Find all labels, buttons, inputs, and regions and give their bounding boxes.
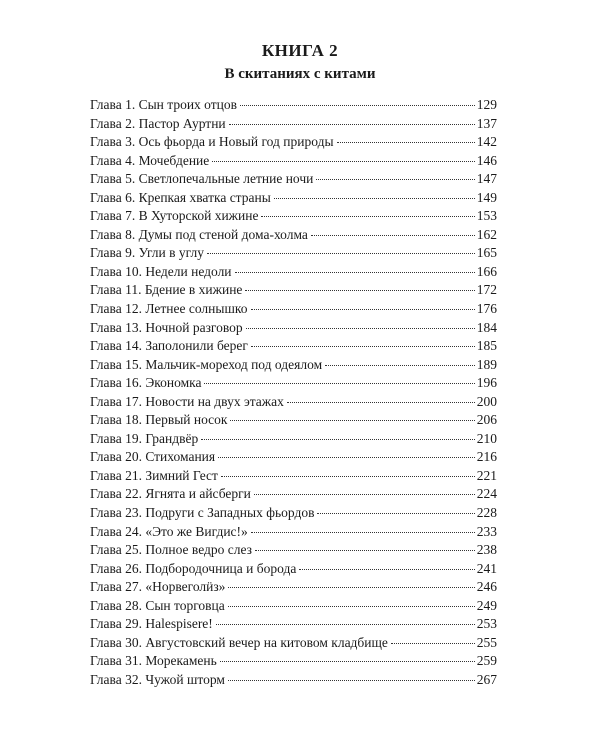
toc-entry-title: Глава 13. Ночной разговор bbox=[90, 319, 243, 335]
toc-entry bbox=[90, 504, 497, 523]
toc-dot-leader bbox=[235, 272, 475, 273]
toc-entry-title: Глава 20. Стихомания bbox=[90, 449, 216, 465]
toc-entry bbox=[90, 356, 497, 375]
toc-entry bbox=[90, 671, 497, 690]
toc-entry bbox=[90, 226, 497, 245]
toc-entry-page: 241 bbox=[476, 560, 497, 576]
toc-dot-leader bbox=[218, 457, 475, 458]
toc-entry bbox=[90, 152, 497, 171]
toc-entry-title: Глава 6. Крепкая хватка страны bbox=[90, 189, 271, 205]
toc-entry bbox=[90, 374, 497, 393]
toc-entry-page: 149 bbox=[476, 189, 497, 205]
book-title: КНИГА 2 bbox=[261, 41, 339, 60]
toc-dot-leader bbox=[255, 550, 475, 551]
toc-dot-leader bbox=[251, 532, 475, 533]
toc-dot-leader bbox=[228, 587, 474, 588]
toc-entry bbox=[90, 634, 497, 653]
toc-entry bbox=[90, 281, 497, 300]
toc-dot-leader bbox=[212, 161, 474, 162]
toc-dot-leader bbox=[220, 661, 475, 662]
toc-dot-leader bbox=[317, 513, 474, 514]
toc-entry-title: Глава 29. Halespisere! bbox=[90, 616, 213, 632]
toc-entry bbox=[90, 615, 497, 634]
toc-entry-title: Глава 18. Первый носок bbox=[90, 412, 228, 428]
table-of-contents bbox=[90, 96, 497, 690]
toc-entry-page: 137 bbox=[476, 115, 497, 131]
toc-entry-page: 196 bbox=[476, 375, 497, 391]
toc-entry-page: 206 bbox=[476, 412, 497, 428]
toc-entry-title: Глава 24. «Это же Вигдис!» bbox=[90, 523, 248, 539]
toc-entry bbox=[90, 393, 497, 412]
toc-entry-page: 216 bbox=[476, 449, 497, 465]
toc-entry bbox=[90, 541, 497, 560]
toc-dot-leader bbox=[229, 124, 475, 125]
toc-dot-leader bbox=[337, 142, 475, 143]
toc-dot-leader bbox=[274, 198, 475, 199]
toc-dot-leader bbox=[240, 105, 475, 106]
toc-entry-title: Глава 15. Мальчик-мореход под одеялом bbox=[90, 356, 323, 372]
toc-entry-page: 255 bbox=[476, 634, 497, 650]
toc-entry-page: 185 bbox=[476, 338, 497, 354]
toc-entry-page: 176 bbox=[476, 301, 497, 317]
toc-dot-leader bbox=[204, 383, 474, 384]
toc-dot-leader bbox=[228, 606, 475, 607]
toc-entry bbox=[90, 485, 497, 504]
toc-entry bbox=[90, 170, 497, 189]
toc-entry bbox=[90, 115, 497, 134]
toc-entry-title: Глава 26. Подбородочница и борода bbox=[90, 560, 297, 576]
toc-entry-page: 233 bbox=[476, 523, 497, 539]
toc-entry-title: Глава 11. Бдение в хижине bbox=[90, 282, 243, 298]
toc-entry-title: Глава 31. Морекамень bbox=[90, 653, 217, 669]
toc-entry bbox=[90, 560, 497, 579]
toc-entry bbox=[90, 244, 497, 263]
toc-entry-page: 246 bbox=[476, 579, 497, 595]
toc-dot-leader bbox=[251, 309, 475, 310]
toc-entry bbox=[90, 96, 497, 115]
toc-entry bbox=[90, 300, 497, 319]
toc-entry-page: 253 bbox=[476, 616, 497, 632]
toc-entry bbox=[90, 467, 497, 486]
toc-entry-page: 210 bbox=[476, 430, 497, 446]
toc-dot-leader bbox=[246, 328, 475, 329]
toc-entry bbox=[90, 597, 497, 616]
toc-entry-title: Глава 28. Сын торговца bbox=[90, 597, 225, 613]
toc-entry-title: Глава 16. Экономка bbox=[90, 375, 202, 391]
toc-entry-page: 153 bbox=[476, 208, 497, 224]
toc-entry bbox=[90, 578, 497, 597]
toc-dot-leader bbox=[261, 216, 474, 217]
toc-entry-page: 224 bbox=[476, 486, 497, 502]
toc-dot-leader bbox=[245, 290, 474, 291]
toc-entry-title: Глава 1. Сын троих отцов bbox=[90, 97, 237, 112]
toc-entry-title: Глава 27. «Норвеголӥз» bbox=[90, 579, 226, 595]
toc-entry-title: Глава 14. Заполонили берег bbox=[90, 338, 248, 354]
toc-dot-leader bbox=[287, 402, 475, 403]
toc-entry-title: Глава 8. Думы под стеной дома-холма bbox=[90, 226, 308, 242]
toc-entry bbox=[90, 652, 497, 671]
toc-entry-page: 147 bbox=[476, 171, 497, 187]
toc-entry-page: 129 bbox=[476, 97, 497, 112]
toc-entry-page: 165 bbox=[476, 245, 497, 261]
toc-dot-leader bbox=[391, 643, 475, 644]
toc-dot-leader bbox=[221, 476, 475, 477]
toc-entry-title: Глава 22. Ягнята и айсберги bbox=[90, 486, 251, 502]
toc-entry-page: 259 bbox=[476, 653, 497, 669]
book-subtitle: В скитаниях с китами bbox=[224, 66, 376, 82]
toc-entry-page: 166 bbox=[476, 263, 497, 279]
toc-entry-page: 249 bbox=[476, 597, 497, 613]
toc-entry-title: Глава 4. Мочебдение bbox=[90, 152, 210, 168]
toc-entry-page: 142 bbox=[476, 134, 497, 150]
toc-dot-leader bbox=[311, 235, 475, 236]
toc-entry bbox=[90, 448, 497, 467]
toc-entry-title: Глава 10. Недели недоли bbox=[90, 263, 232, 279]
toc-entry-page: 172 bbox=[476, 282, 497, 298]
toc-entry-page: 200 bbox=[476, 393, 497, 409]
toc-entry-title: Глава 2. Пастор Ауртни bbox=[90, 115, 226, 131]
toc-entry-page: 228 bbox=[476, 505, 497, 521]
toc-entry bbox=[90, 337, 497, 356]
toc-dot-leader bbox=[201, 439, 475, 440]
toc-dot-leader bbox=[325, 365, 475, 366]
book-header bbox=[0, 40, 600, 84]
toc-entry-title: Глава 3. Ось фьорда и Новый год природы bbox=[90, 134, 334, 150]
toc-entry-title: Глава 7. В Хуторской хижине bbox=[90, 208, 259, 224]
toc-entry-title: Глава 32. Чужой шторм bbox=[90, 671, 225, 687]
toc-entry-title: Глава 25. Полное ведро слез bbox=[90, 542, 252, 558]
toc-entry-page: 146 bbox=[476, 152, 497, 168]
toc-entry bbox=[90, 207, 497, 226]
toc-dot-leader bbox=[228, 680, 475, 681]
toc-entry-page: 162 bbox=[476, 226, 497, 242]
toc-dot-leader bbox=[316, 179, 474, 180]
toc-entry bbox=[90, 430, 497, 449]
toc-entry-title: Глава 17. Новости на двух этажах bbox=[90, 393, 284, 409]
toc-entry bbox=[90, 411, 497, 430]
toc-entry-title: Глава 21. Зимний Гест bbox=[90, 467, 218, 483]
toc-entry-title: Глава 23. Подруги с Западных фьордов bbox=[90, 505, 315, 521]
toc-entry-title: Глава 30. Августовский вечер на китовом кладбище bbox=[90, 634, 388, 650]
toc-entry bbox=[90, 319, 497, 338]
toc-entry bbox=[90, 189, 497, 208]
toc-entry-page: 221 bbox=[476, 467, 497, 483]
toc-entry-page: 238 bbox=[476, 542, 497, 558]
toc-dot-leader bbox=[299, 569, 474, 570]
toc-entry-page: 189 bbox=[476, 356, 497, 372]
toc-dot-leader bbox=[251, 346, 475, 347]
toc-dot-leader bbox=[216, 624, 475, 625]
toc-dot-leader bbox=[254, 494, 475, 495]
toc-entry-title: Глава 12. Летнее солнышко bbox=[90, 301, 248, 317]
toc-entry-page: 267 bbox=[476, 671, 497, 687]
toc-entry bbox=[90, 263, 497, 282]
toc-entry-page: 184 bbox=[476, 319, 497, 335]
toc-entry bbox=[90, 523, 497, 542]
toc-dot-leader bbox=[207, 253, 475, 254]
toc-entry-title: Глава 19. Грандвёр bbox=[90, 430, 199, 446]
toc-entry-title: Глава 5. Светлопечальные летние ночи bbox=[90, 171, 314, 187]
toc-dot-leader bbox=[230, 420, 474, 421]
toc-entry bbox=[90, 133, 497, 152]
toc-entry-title: Глава 9. Угли в углу bbox=[90, 245, 204, 261]
